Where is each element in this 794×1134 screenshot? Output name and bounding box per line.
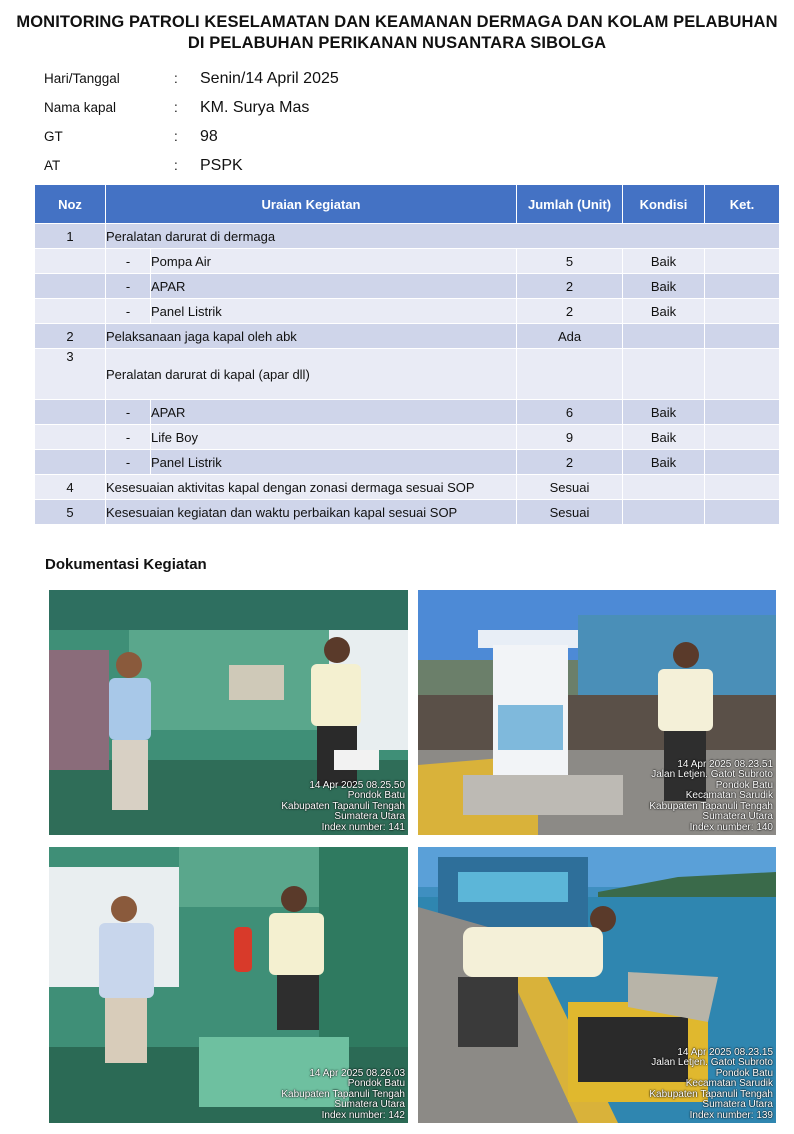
- stamp-line: Sumatera Utara: [702, 811, 773, 822]
- row-kondisi: [623, 500, 705, 525]
- info-value: KM. Surya Mas: [200, 98, 310, 116]
- row-no: [35, 249, 106, 274]
- row-kondisi: Baik: [623, 425, 705, 450]
- row-item: Life Boy: [151, 425, 517, 450]
- stamp-line: Pondok Batu: [715, 779, 773, 791]
- photo-ship-apar: [49, 847, 408, 1123]
- photo-timestamp: [281, 781, 405, 834]
- title-line-1: MONITORING PATROLI KESELAMATAN DAN KEAMANAN DERMAGA DAN KOLAM PELABUHAN: [16, 13, 778, 31]
- info-value: PSPK: [200, 156, 243, 174]
- row-item: APAR: [151, 274, 517, 299]
- row-kondisi: Baik: [623, 249, 705, 274]
- row-ket: [705, 349, 780, 400]
- row-no: 3: [35, 349, 106, 400]
- info-value: Senin/14 April 2025: [200, 69, 339, 87]
- stamp-line: Pondok Batu: [347, 1078, 405, 1089]
- row-desc: Pelaksanaan jaga kapal oleh abk: [106, 324, 517, 349]
- stamp-line: Index number: 139: [689, 1109, 773, 1121]
- row-ket: [705, 400, 780, 425]
- photo-timestamp: [649, 760, 773, 834]
- stamp-line: 14 Apr 2025 08.23.15: [677, 1046, 773, 1058]
- row-kondisi: Baik: [623, 400, 705, 425]
- row-ket: [705, 425, 780, 450]
- row-ket: [705, 324, 780, 349]
- stamp-line: Kecamatan Sarudik: [685, 1078, 773, 1089]
- info-label: AT: [44, 158, 61, 173]
- info-block: [44, 64, 339, 180]
- info-colon: :: [174, 100, 178, 115]
- row-no: [35, 274, 106, 299]
- row-dash: -: [106, 425, 151, 450]
- row-item: Panel Listrik: [151, 299, 517, 324]
- row-item: APAR: [151, 400, 517, 425]
- row-kondisi: [623, 349, 705, 400]
- title-line-2: DI PELABUHAN PERIKANAN NUSANTARA SIBOLGA: [187, 34, 607, 52]
- activity-table: [35, 185, 780, 525]
- row-dash: -: [106, 249, 151, 274]
- photo-ship-panel: [49, 590, 408, 835]
- info-label: GT: [44, 129, 63, 144]
- row-no: [35, 450, 106, 475]
- document-title: [0, 12, 794, 54]
- info-value: 98: [200, 127, 218, 145]
- table-row: [35, 299, 780, 324]
- row-desc: Kesesuaian aktivitas kapal dengan zonasi dermaga sesuai SOP: [106, 475, 517, 500]
- row-no: 1: [35, 224, 106, 249]
- row-desc: Peralatan darurat di dermaga: [106, 224, 780, 249]
- row-jumlah: 2: [517, 274, 623, 299]
- stamp-line: Index number: 141: [321, 821, 405, 833]
- row-dash: -: [106, 299, 151, 324]
- row-item: Panel Listrik: [151, 450, 517, 475]
- info-row-ship-name: [44, 93, 339, 122]
- photo-timestamp: [281, 1069, 405, 1122]
- table-row: [35, 224, 780, 249]
- info-label: Nama kapal: [44, 100, 117, 115]
- info-label: Hari/Tanggal: [44, 71, 120, 86]
- table-row: [35, 274, 780, 299]
- row-dash: -: [106, 274, 151, 299]
- row-desc: Peralatan darurat di kapal (apar dll): [106, 349, 517, 400]
- row-jumlah: Ada: [517, 324, 623, 349]
- table-row: [35, 400, 780, 425]
- table-row: [35, 425, 780, 450]
- documentation-title: Dokumentasi Kegiatan: [45, 556, 207, 573]
- row-jumlah: Sesuai: [517, 500, 623, 525]
- row-no: [35, 299, 106, 324]
- photo-timestamp: [649, 1048, 773, 1122]
- table-row: [35, 475, 780, 500]
- row-kondisi: Baik: [623, 274, 705, 299]
- stamp-line: Kecamatan Sarudik: [685, 790, 773, 801]
- stamp-line: 14 Apr 2025 08.23.51: [677, 758, 773, 770]
- stamp-line: Kabupaten Tapanuli Tengah: [649, 1088, 773, 1100]
- info-colon: :: [174, 129, 178, 144]
- header-jumlah: Jumlah (Unit): [517, 185, 623, 224]
- row-dash: -: [106, 450, 151, 475]
- header-kondisi: Kondisi: [623, 185, 705, 224]
- info-colon: :: [174, 158, 178, 173]
- row-ket: [705, 475, 780, 500]
- row-ket: [705, 299, 780, 324]
- info-row-date: [44, 64, 339, 93]
- table-row: [35, 249, 780, 274]
- stamp-line: Jalan Letjen. Gatot Subroto: [651, 769, 773, 780]
- info-row-gt: [44, 122, 339, 151]
- row-no: 4: [35, 475, 106, 500]
- header-no: Noz: [35, 185, 106, 224]
- row-kondisi: Baik: [623, 450, 705, 475]
- stamp-line: Sumatera Utara: [334, 811, 405, 822]
- table-header-row: [35, 185, 780, 224]
- row-no: [35, 425, 106, 450]
- row-jumlah: 9: [517, 425, 623, 450]
- stamp-line: Index number: 140: [689, 821, 773, 833]
- table-row: [35, 450, 780, 475]
- photo-dock-panel-box: [418, 847, 776, 1123]
- stamp-line: 14 Apr 2025 08.25.50: [309, 779, 405, 791]
- stamp-line: Kabupaten Tapanuli Tengah: [281, 800, 405, 812]
- stamp-line: Sumatera Utara: [334, 1099, 405, 1110]
- row-no: 5: [35, 500, 106, 525]
- row-jumlah: 2: [517, 450, 623, 475]
- row-jumlah: 2: [517, 299, 623, 324]
- stamp-line: Pondok Batu: [347, 790, 405, 801]
- info-row-at: [44, 151, 339, 180]
- header-uraian: Uraian Kegiatan: [106, 185, 517, 224]
- stamp-line: Index number: 142: [321, 1109, 405, 1121]
- header-ket: Ket.: [705, 185, 780, 224]
- row-kondisi: [623, 324, 705, 349]
- row-dash: -: [106, 400, 151, 425]
- row-ket: [705, 500, 780, 525]
- row-jumlah: [517, 349, 623, 400]
- row-desc: Kesesuaian kegiatan dan waktu perbaikan kapal sesuai SOP: [106, 500, 517, 525]
- row-ket: [705, 450, 780, 475]
- stamp-line: Sumatera Utara: [702, 1099, 773, 1110]
- table-row: [35, 349, 780, 400]
- row-jumlah: 5: [517, 249, 623, 274]
- stamp-line: Pondok Batu: [715, 1067, 773, 1079]
- row-kondisi: Baik: [623, 299, 705, 324]
- stamp-line: Jalan Letjen. Gatot Subroto: [651, 1057, 773, 1068]
- row-item: Pompa Air: [151, 249, 517, 274]
- row-ket: [705, 249, 780, 274]
- row-kondisi: [623, 475, 705, 500]
- row-jumlah: 6: [517, 400, 623, 425]
- row-no: [35, 400, 106, 425]
- stamp-line: Kabupaten Tapanuli Tengah: [281, 1088, 405, 1100]
- row-jumlah: Sesuai: [517, 475, 623, 500]
- row-no: 2: [35, 324, 106, 349]
- table-row: [35, 500, 780, 525]
- info-colon: :: [174, 71, 178, 86]
- photo-dock-water-pump: [418, 590, 776, 835]
- row-ket: [705, 274, 780, 299]
- table-row: [35, 324, 780, 349]
- stamp-line: Kabupaten Tapanuli Tengah: [649, 800, 773, 812]
- stamp-line: 14 Apr 2025 08.26.03: [309, 1067, 405, 1079]
